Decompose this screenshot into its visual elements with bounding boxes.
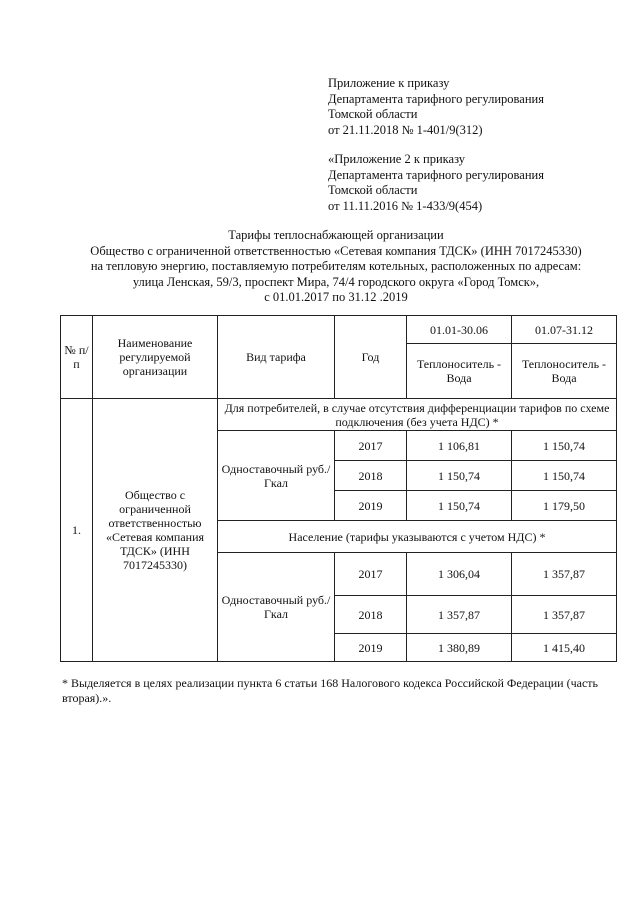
- value-cell: 1 415,40: [512, 634, 617, 662]
- header-year: Год: [335, 316, 407, 399]
- header-org: Наименование регулируемой организации: [93, 316, 218, 399]
- year-cell: 2019: [335, 634, 407, 662]
- header-period-1: 01.01-30.06: [407, 316, 512, 344]
- value-cell: 1 179,50: [512, 491, 617, 521]
- header-tariff-type: Вид тарифа: [218, 316, 335, 399]
- document-title: [40, 228, 632, 306]
- year-cell: 2019: [335, 491, 407, 521]
- tariff-type-cell: Одноставочный руб./Гкал: [218, 553, 335, 662]
- annex-header-1: [328, 76, 544, 138]
- title-line: Тарифы теплоснабжающей организации: [228, 228, 444, 242]
- section-heading: Население (тарифы указываются с учетом НДС) *: [218, 521, 617, 553]
- year-cell: 2018: [335, 596, 407, 634]
- header-period-2: 01.07-31.12: [512, 316, 617, 344]
- organization-name: Общество с ограниченной ответственностью «Сетевая компания ТДСК» (ИНН 7017245330): [93, 399, 218, 662]
- value-cell: 1 150,74: [512, 431, 617, 461]
- annex-line: Департамента тарифного регулирования: [328, 167, 544, 182]
- annex-header-2: [328, 152, 544, 214]
- year-cell: 2017: [335, 431, 407, 461]
- tariff-table: [60, 315, 617, 662]
- annex-line: Томской области: [328, 183, 418, 197]
- annex-line: «Приложение 2 к приказу: [328, 152, 466, 166]
- value-cell: 1 357,87: [512, 553, 617, 596]
- value-cell: 1 357,87: [407, 596, 512, 634]
- header-carrier-1: Теплоноситель - Вода: [407, 344, 512, 399]
- footnote: * Выделяется в целях реализации пункта 6 статьи 168 Налогового кодекса Российской Федерации (часть вторая).».: [62, 676, 599, 705]
- annex-line: от 11.11.2016 № 1-433/9(454): [328, 198, 483, 213]
- tariff-type-cell: Одноставочный руб./Гкал: [218, 431, 335, 521]
- annex-line: Департамента тарифного регулирования: [328, 91, 544, 106]
- value-cell: 1 150,74: [407, 491, 512, 521]
- annex-line: Томской области: [328, 107, 418, 121]
- row-number: 1.: [61, 399, 93, 662]
- section-heading-row: [61, 399, 617, 431]
- value-cell: 1 380,89: [407, 634, 512, 662]
- section-heading: Для потребителей, в случае отсутствия дифференциации тарифов по схеме подключения (без учета НДС) *: [218, 399, 617, 431]
- value-cell: 1 357,87: [512, 596, 617, 634]
- title-line: Общество с ограниченной ответственностью «Сетевая компания ТДСК» (ИНН 7017245330): [90, 243, 582, 258]
- header-carrier-2: Теплоноситель - Вода: [512, 344, 617, 399]
- value-cell: 1 106,81: [407, 431, 512, 461]
- title-line: улица Ленская, 59/3, проспект Мира, 74/4 городского округа «Город Томск»,: [132, 274, 540, 289]
- year-cell: 2018: [335, 461, 407, 491]
- value-cell: 1 306,04: [407, 553, 512, 596]
- title-line: на тепловую энергию, поставляемую потребителям котельных, расположенных по адресам:: [90, 259, 582, 273]
- annex-line: от 21.11.2018 № 1-401/9(312): [328, 122, 483, 137]
- title-line: с 01.01.2017 по 31.12 .2019: [264, 290, 408, 304]
- value-cell: 1 150,74: [512, 461, 617, 491]
- year-cell: 2017: [335, 553, 407, 596]
- value-cell: 1 150,74: [407, 461, 512, 491]
- header-row: [61, 316, 617, 344]
- header-num: № п/п: [61, 316, 93, 399]
- annex-line: Приложение к приказу: [328, 76, 450, 90]
